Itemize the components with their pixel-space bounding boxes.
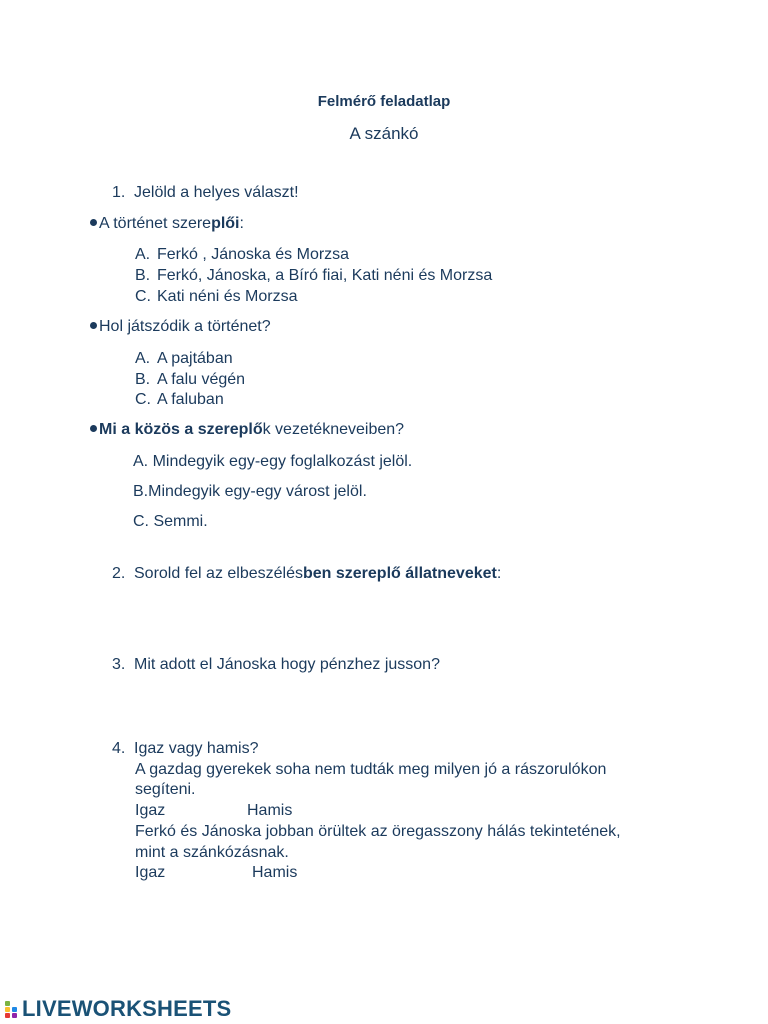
option-letter: A.: [135, 246, 151, 263]
option-letter: B.: [135, 371, 151, 388]
liveworksheets-logo-icon: [4, 998, 20, 1020]
bullet-question-setting: [90, 318, 271, 336]
option-text: A pajtában: [157, 350, 233, 367]
statement-2-line-2: mint a szánkózásnak.: [135, 844, 289, 861]
question-2-number: 2.: [112, 565, 126, 582]
question-2-answer-area[interactable]: [135, 592, 655, 642]
question-3-text: Mit adott el Jánoska hogy pénzhez jusson?: [134, 656, 440, 673]
option-letter: C.: [135, 391, 151, 408]
statement-1-line-2: segíteni.: [135, 781, 196, 798]
question-1-number: 1.: [112, 184, 126, 201]
question-3-number: 3.: [112, 656, 126, 673]
bullet-characters-bold: plői: [211, 215, 240, 232]
worksheet-title: Felmérő feladatlap: [317, 93, 451, 110]
worksheet-subtitle: A szánkó: [349, 124, 419, 143]
question-3: [112, 656, 440, 674]
statement-1-false-option[interactable]: Hamis: [247, 802, 293, 819]
bullet-characters-prefix: A történet szere: [99, 215, 212, 232]
bullet-surnames-suffix: k vezetékneveiben?: [262, 421, 405, 438]
option-text: B.Mindegyik egy-egy várost jelöl.: [133, 483, 367, 500]
statement-2-true-option[interactable]: Igaz: [135, 864, 166, 881]
bullet-question-surnames: [90, 421, 404, 439]
question-2: [112, 565, 501, 583]
option-letter: B.: [135, 267, 151, 284]
bullet-dot-icon: [90, 322, 97, 329]
liveworksheets-logo-text: LIVEWORKSHEETS: [22, 996, 232, 1021]
question-1-text: Jelöld a helyes választ!: [134, 184, 299, 201]
bullet-characters-suffix: :: [239, 215, 244, 232]
option-3c[interactable]: [133, 513, 208, 531]
option-3a[interactable]: [133, 453, 412, 471]
bullet-setting-text: Hol játszódik a történet?: [99, 318, 271, 335]
option-text: Kati néni és Morzsa: [157, 288, 298, 305]
option-letter: A.: [135, 350, 151, 367]
question-2-prefix: Sorold fel az elbeszélés: [134, 565, 303, 582]
option-2c[interactable]: [135, 391, 224, 409]
bullet-surnames-bold: Mi a közös a szereplő: [99, 421, 263, 438]
option-text: C. Semmi.: [133, 513, 208, 530]
statement-2-false-option[interactable]: Hamis: [252, 864, 298, 881]
option-text: A faluban: [157, 391, 224, 408]
question-2-bold: ben szereplő állatneveket: [302, 565, 497, 582]
question-3-answer-area[interactable]: [135, 684, 655, 734]
option-1b[interactable]: [135, 267, 492, 285]
statement-2-line-1: Ferkó és Jánoska jobban örültek az öregasszony hálás tekintetének,: [135, 823, 621, 840]
liveworksheets-logo[interactable]: [4, 996, 231, 1022]
option-1c[interactable]: [135, 288, 298, 306]
bullet-question-characters: [90, 215, 244, 233]
question-2-suffix: :: [496, 565, 502, 582]
question-4-number: 4.: [112, 740, 126, 757]
option-letter: C.: [135, 288, 151, 305]
option-1a[interactable]: [135, 246, 349, 264]
bullet-dot-icon: [90, 425, 97, 432]
option-3b[interactable]: [133, 483, 367, 501]
option-2b[interactable]: [135, 371, 245, 389]
option-text: A. Mindegyik egy-egy foglalkozást jelöl.: [133, 453, 413, 470]
option-text: A falu végén: [157, 371, 246, 388]
question-4: [112, 740, 259, 758]
statement-1-line-1: A gazdag gyerekek soha nem tudták meg milyen jó a rászorulókon: [135, 761, 607, 778]
option-2a[interactable]: [135, 350, 233, 368]
option-text: Ferkó, Jánoska, a Bíró fiai, Kati néni és Morzsa: [157, 267, 493, 284]
statement-1-true-option[interactable]: Igaz: [135, 802, 166, 819]
bullet-dot-icon: [90, 219, 97, 226]
question-4-text: Igaz vagy hamis?: [134, 740, 259, 757]
question-1: [112, 184, 299, 202]
option-text: Ferkó , Jánoska és Morzsa: [157, 246, 350, 263]
